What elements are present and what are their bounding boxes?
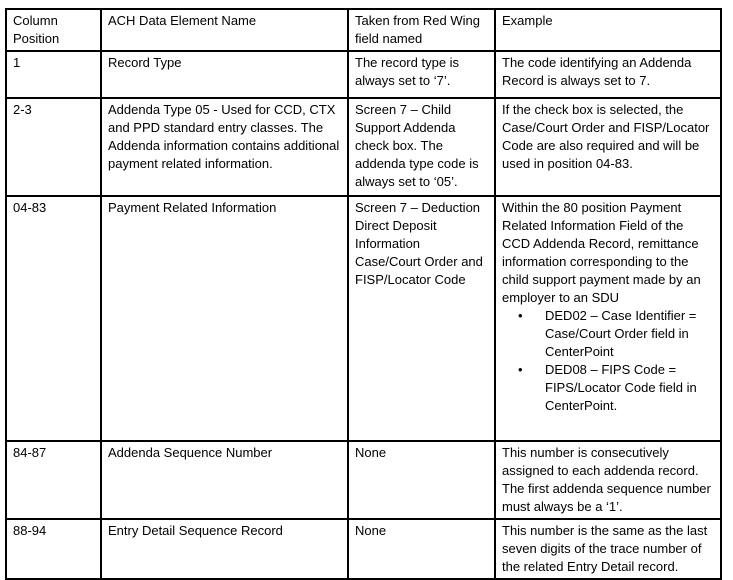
cell-example: The code identifying an Addenda Record is always set to 7.: [495, 51, 721, 98]
table-row-entry-detail-sequence-record: [6, 519, 721, 579]
list-item-ded02: • DED02 – Case Identifier = Case/Court Order field in CenterPoint: [502, 307, 715, 361]
header-taken-from-red-wing-field: Taken from Red Wing field named: [348, 9, 495, 51]
cell-ach-element-name: Addenda Type 05 - Used for CCD, CTX and PPD standard entry classes. The Addenda information contains additional payment related information.: [101, 98, 348, 196]
table-row-addenda-sequence-number: [6, 441, 721, 519]
ach-addenda-record-table: [5, 8, 722, 580]
cell-ach-element-name: Addenda Sequence Number: [101, 441, 348, 519]
cell-column-position: 04-83: [6, 196, 101, 441]
cell-column-position: 2-3: [6, 98, 101, 196]
cell-red-wing-field: Screen 7 – Child Support Addenda check box. The addenda type code is always set to ‘05’.: [348, 98, 495, 196]
cell-column-position: 84-87: [6, 441, 101, 519]
cell-column-position: 1: [6, 51, 101, 98]
cell-example: This number is the same as the last seven digits of the trace number of the related Entry Detail record.: [495, 519, 721, 579]
cell-red-wing-field: None: [348, 441, 495, 519]
table-row-payment-related-information: [6, 196, 721, 441]
cell-example: If the check box is selected, the Case/Court Order and FISP/Locator Code are also required and will be used in position 04-83.: [495, 98, 721, 196]
cell-red-wing-field: Screen 7 – Deduction Direct Deposit Information Case/Court Order and FISP/Locator Code: [348, 196, 495, 441]
header-column-position: Column Position: [6, 9, 101, 51]
example-bullet-list: [502, 307, 715, 415]
cell-ach-element-name: Record Type: [101, 51, 348, 98]
table-row-record-type: [6, 51, 721, 98]
cell-ach-element-name: Payment Related Information: [101, 196, 348, 441]
header-row: [6, 9, 721, 51]
header-ach-data-element-name: ACH Data Element Name: [101, 9, 348, 51]
example-intro-text: Within the 80 position Payment Related Information Field of the CCD Addenda Record, remittance information corresponding to the child support payment made by an employer to an SDU: [502, 200, 701, 305]
cell-red-wing-field: None: [348, 519, 495, 579]
table-row-addenda-type: [6, 98, 721, 196]
list-item-ded08: • DED08 – FIPS Code = FIPS/Locator Code field in CenterPoint.: [502, 361, 715, 415]
cell-red-wing-field: The record type is always set to ‘7’.: [348, 51, 495, 98]
header-example: Example: [495, 9, 721, 51]
cell-ach-element-name: Entry Detail Sequence Record: [101, 519, 348, 579]
cell-example: [495, 196, 721, 441]
cell-example: This number is consecutively assigned to each addenda record. The first addenda sequence number must always be a ‘1’.: [495, 441, 721, 519]
cell-column-position: 88-94: [6, 519, 101, 579]
